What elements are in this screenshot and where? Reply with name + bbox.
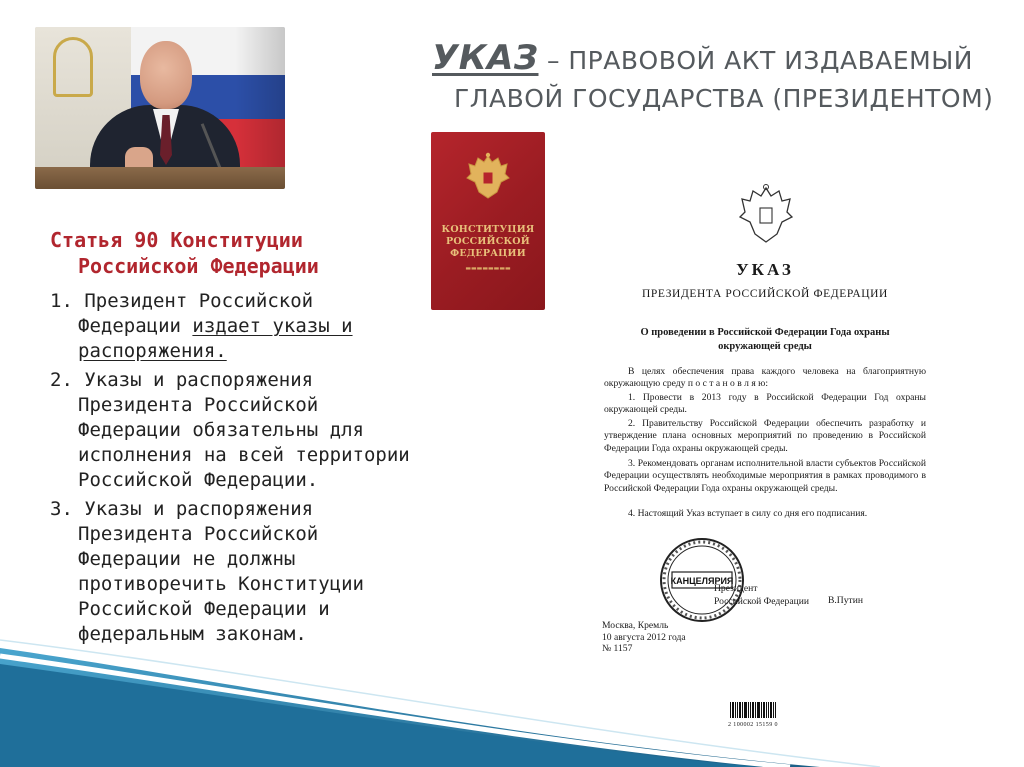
president-photo <box>35 27 285 189</box>
signer-name: В.Путин <box>828 595 863 606</box>
book-publisher-line: ▬▬▬▬▬▬▬▬ <box>465 265 511 272</box>
decree-place-date: Москва, Кремль 10 августа 2012 года № 1157 <box>602 620 686 655</box>
article-item-2: 2. Указы и распоряжения Президента Российской Федерации обязательны для исполнения на всей территории Российской Федерации. <box>50 369 410 491</box>
constitution-book <box>431 132 545 310</box>
underlined-phrase: издает указы и распоряжения. <box>78 315 353 362</box>
article-item-1: 1. Президент Российской Федерации издает указы и распоряжения. <box>50 290 353 362</box>
decree-issuer: ПРЕЗИДЕНТА РОССИЙСКОЙ ФЕДЕРАЦИИ <box>642 288 888 300</box>
article-heading: Статья 90 Конституции Российской Федерации <box>50 228 319 278</box>
barcode-number: 2 100002 15159 0 <box>728 722 778 728</box>
double-headed-eagle-icon <box>465 152 511 202</box>
title-definition-part1: – ПРАВОВОЙ АКТ ИЗДАВАЕМЫЙ <box>546 46 973 75</box>
decree-paragraph-3: 3. Рекомендовать органам исполнительной власти субъектов Российской Федерации осуществлять необходимые мероприятия в рамках проводимого в Российской Федерации Года охраны окружающей среды. <box>604 458 926 494</box>
title-keyword: УКАЗ <box>432 38 539 78</box>
official-seal <box>658 536 746 624</box>
article-item-3: 3. Указы и распоряжения Президента Российской Федерации не должны противоречить Конституции Российской Федерации и федеральным законам. <box>50 498 364 645</box>
photo-flagpole-ornament <box>53 37 93 97</box>
decree-title: УКАЗ <box>736 260 794 279</box>
title-definition-part2: ГЛАВОЙ ГОСУДАРСТВА (ПРЕЗИДЕНТОМ) <box>454 84 994 113</box>
coat-of-arms-icon <box>737 184 795 246</box>
decree-paragraph-4: 4. Настоящий Указ вступает в силу со дня его подписания. <box>628 508 868 519</box>
photo-desk <box>35 167 285 189</box>
decree-paragraph-2: 2. Правительству Российской Федерации обеспечить разработку и утверждение плана основных мероприятий по проведению в Российской Федерации Года охраны окружающей среды. <box>604 418 926 454</box>
decree-paragraph-1: 1. Провести в 2013 году в Российской Федерации Год охраны окружающей среды. <box>604 392 926 416</box>
decree-preamble: В целях обеспечения права каждого человека на благоприятную окружающую среду п о с т а н о в л я ю: <box>604 366 926 390</box>
decree-subject: О проведении в Российской Федерации Года охраны окружающей среды <box>640 327 890 352</box>
photo-person-head <box>140 41 192 109</box>
article-90-text <box>50 227 420 651</box>
book-cover-text: КОНСТИТУЦИЯ РОССИЙСКОЙ ФЕДЕРАЦИИ <box>441 224 535 259</box>
slide-title <box>432 40 1012 117</box>
seal-text: КАНЦЕЛЯРИЯ <box>670 576 734 586</box>
decorative-swoosh <box>0 620 1024 767</box>
signature-title: Президент Российской Федерации <box>714 583 809 607</box>
